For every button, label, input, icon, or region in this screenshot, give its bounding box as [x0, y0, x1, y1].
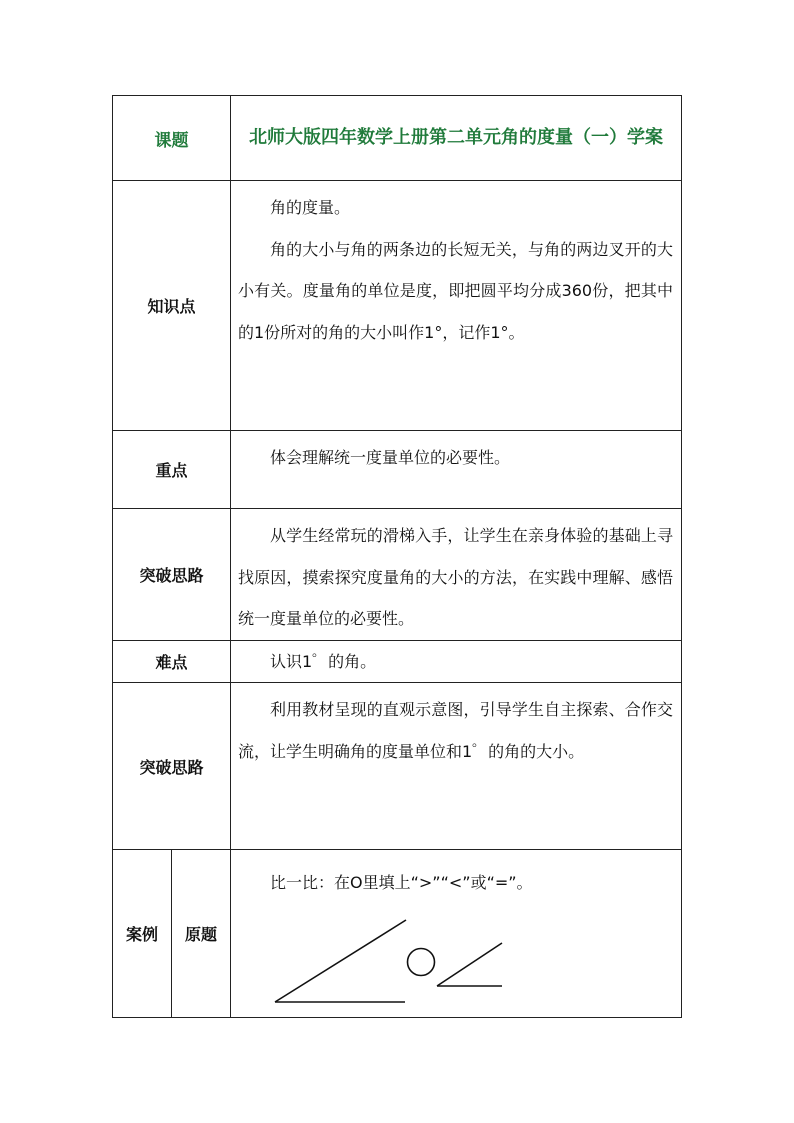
- row-breakthrough-2: [113, 683, 682, 850]
- row-title: [113, 96, 682, 181]
- difficulty-text: 认识1゜的角。: [270, 651, 377, 671]
- row-breakthrough-1: [113, 509, 682, 641]
- label-knowledge: 知识点: [113, 181, 231, 431]
- angle-2-ray: [437, 943, 502, 986]
- key-point-content: [231, 431, 682, 509]
- label-breakthrough-1: 突破思路: [113, 509, 231, 641]
- angle-1-ray: [275, 920, 406, 1002]
- lesson-plan-table: [112, 95, 682, 1018]
- label-difficulty: 难点: [113, 640, 231, 683]
- knowledge-line1: 角的度量。: [270, 198, 351, 217]
- lesson-title: 北师大版四年数学上册第二单元角的度量（一）学案: [231, 96, 682, 181]
- breakthrough-1-text: 从学生经常玩的滑梯入手，让学生在亲身体验的基础上寻找原因，摸索探究度量角的大小的方法，在实践中理解、感悟统一度量单位的必要性。: [238, 526, 673, 628]
- label-example: 案例: [113, 850, 172, 1018]
- label-title: 课题: [113, 96, 231, 181]
- example-question-wrap: [231, 850, 681, 904]
- comparison-circle: [408, 948, 435, 975]
- row-key-point: [113, 431, 682, 509]
- breakthrough-1-content: [231, 509, 682, 641]
- row-knowledge: [113, 181, 682, 431]
- breakthrough-2-content: [231, 683, 682, 850]
- row-difficulty: [113, 640, 682, 683]
- knowledge-content: [231, 181, 682, 431]
- angle-comparison-figure: [231, 904, 680, 1014]
- key-point-text: 体会理解统一度量单位的必要性。: [270, 448, 511, 467]
- knowledge-line2: 角的大小与角的两条边的长短无关，与角的两边叉开的大小有关。度量角的单位是度，即把圆平均分成360份，把其中的1份所对的角的大小叫作1°，记作1°。: [238, 239, 673, 342]
- label-original-question: 原题: [172, 850, 231, 1018]
- label-breakthrough-2: 突破思路: [113, 683, 231, 850]
- breakthrough-2-text: 利用教材呈现的直观示意图，引导学生自主探索、合作交流，让学生明确角的度量单位和1゜的角的大小。: [238, 700, 673, 761]
- example-content: [231, 850, 682, 1018]
- example-question: 比一比：在O里填上“>”“<”或“=”。: [270, 873, 533, 892]
- row-example: [113, 850, 682, 1018]
- difficulty-content: [231, 640, 682, 683]
- label-key-point: 重点: [113, 431, 231, 509]
